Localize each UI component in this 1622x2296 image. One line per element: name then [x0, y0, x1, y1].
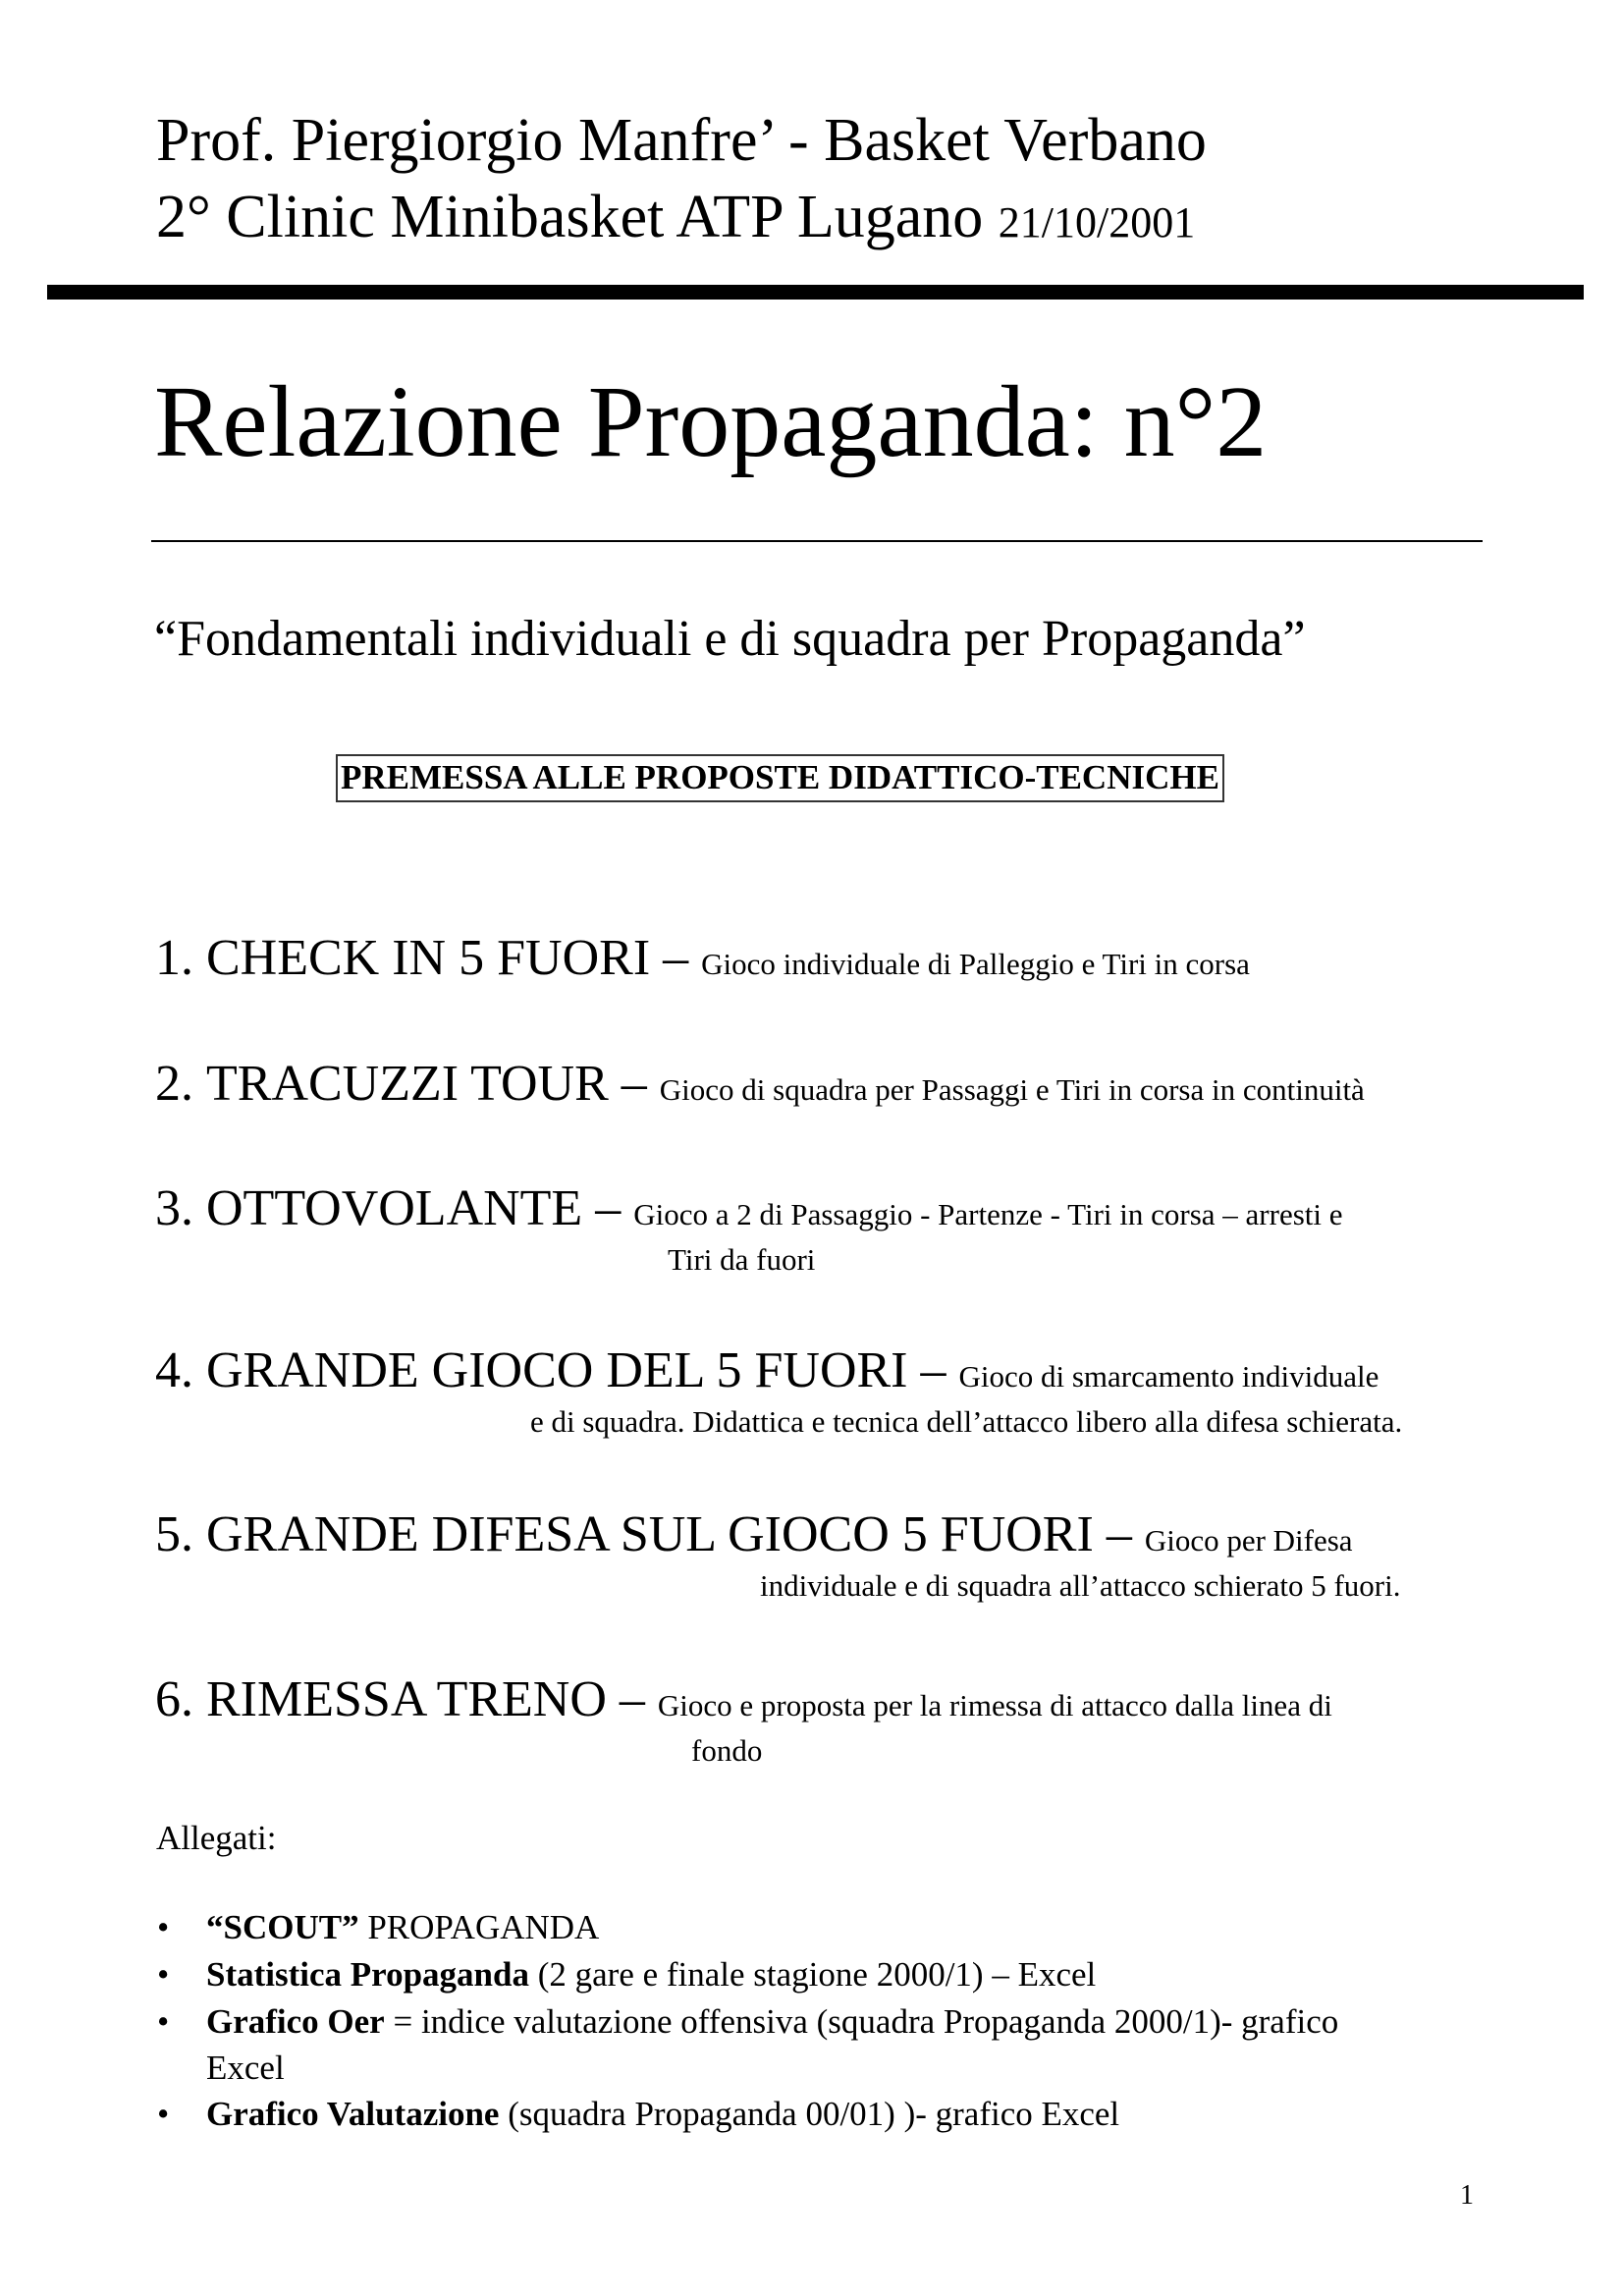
item-number: 1. — [155, 930, 193, 986]
item-heading: CHECK IN 5 FUORI — [206, 930, 651, 986]
attachment-title: Grafico Valutazione — [206, 2095, 500, 2133]
bullet-icon: • — [157, 2002, 170, 2041]
attachment-detail: (squadra Propaganda 00/01) )- grafico Excel — [499, 2095, 1120, 2133]
item-number: 2. — [155, 1056, 193, 1112]
item-number: 4. — [155, 1342, 193, 1398]
header-clinic-text: 2° Clinic Minibasket ATP Lugano — [156, 184, 984, 250]
attachment-detail: PROPAGANDA — [358, 1908, 600, 1946]
item-dash: – — [1093, 1506, 1145, 1562]
section-heading-boxed: PREMESSA ALLE PROPOSTE DIDATTICO-TECNICHE — [336, 754, 1224, 802]
item-description-cont: fondo — [691, 1733, 763, 1768]
bullet-icon: • — [157, 1908, 170, 1946]
header-author-text: Prof. Piergiorgio Manfre’ - Basket Verbano — [156, 107, 1207, 174]
item-heading: RIMESSA TRENO — [206, 1671, 607, 1727]
item-description: Gioco e proposta per la rimessa di attacco dalla linea di — [657, 1688, 1332, 1722]
attachment-title: Statistica Propaganda — [206, 1955, 529, 1994]
attachment-detail: = indice valutazione offensiva (squadra Propaganda 2000/1)- grafico — [384, 2002, 1339, 2041]
item-number: 5. — [155, 1506, 193, 1562]
bullet-icon: • — [157, 1955, 170, 1994]
item-dash: – — [650, 930, 702, 986]
attachment-detail-cont: Excel — [206, 2049, 285, 2087]
item-heading: GRANDE DIFESA SUL GIOCO 5 FUORI — [206, 1506, 1094, 1562]
item-dash: – — [907, 1342, 959, 1398]
page-number: 1 — [1460, 2180, 1474, 2211]
item-description-cont: Tiri da fuori — [668, 1242, 816, 1277]
header-divider-thick — [47, 285, 1584, 300]
attachment-title: “SCOUT” — [206, 1908, 359, 1946]
item-description: Gioco per Difesa — [1144, 1523, 1353, 1558]
header-author-line — [156, 107, 1207, 174]
item-number: 3. — [155, 1180, 193, 1236]
item-heading: GRANDE GIOCO DEL 5 FUORI — [206, 1342, 908, 1398]
item-heading: OTTOVOLANTE — [206, 1180, 583, 1236]
item-dash: – — [606, 1671, 658, 1727]
item-description: Gioco a 2 di Passaggio - Partenze - Tiri in corsa – arresti e — [633, 1197, 1343, 1231]
item-number: 6. — [155, 1671, 193, 1727]
item-dash: – — [582, 1180, 634, 1236]
header-date: 21/10/2001 — [998, 198, 1196, 246]
item-description: Gioco di smarcamento individuale — [958, 1359, 1379, 1394]
item-description: Gioco di squadra per Passaggi e Tiri in corsa in continuità — [659, 1072, 1365, 1107]
item-dash: – — [608, 1056, 660, 1112]
page-title: Relazione Propaganda: n°2 — [154, 365, 1268, 478]
attachment-title: Grafico Oer — [206, 2002, 385, 2041]
item-description-cont: e di squadra. Didattica e tecnica dell’attacco libero alla difesa schierata. — [530, 1404, 1403, 1439]
subtitle-quote: “Fondamentali individuali e di squadra per Propaganda” — [154, 611, 1306, 667]
item-description-cont: individuale e di squadra all’attacco schierato 5 fuori. — [760, 1568, 1401, 1603]
title-divider — [151, 540, 1483, 542]
attachment-detail: (2 gare e finale stagione 2000/1) – Excel — [528, 1955, 1097, 1994]
item-description: Gioco individuale di Palleggio e Tiri in corsa — [701, 947, 1250, 981]
bullet-icon: • — [157, 2095, 170, 2133]
attachments-label: Allegati: — [156, 1819, 277, 1857]
item-heading: TRACUZZI TOUR — [206, 1056, 609, 1112]
header-clinic-line — [156, 184, 1196, 250]
